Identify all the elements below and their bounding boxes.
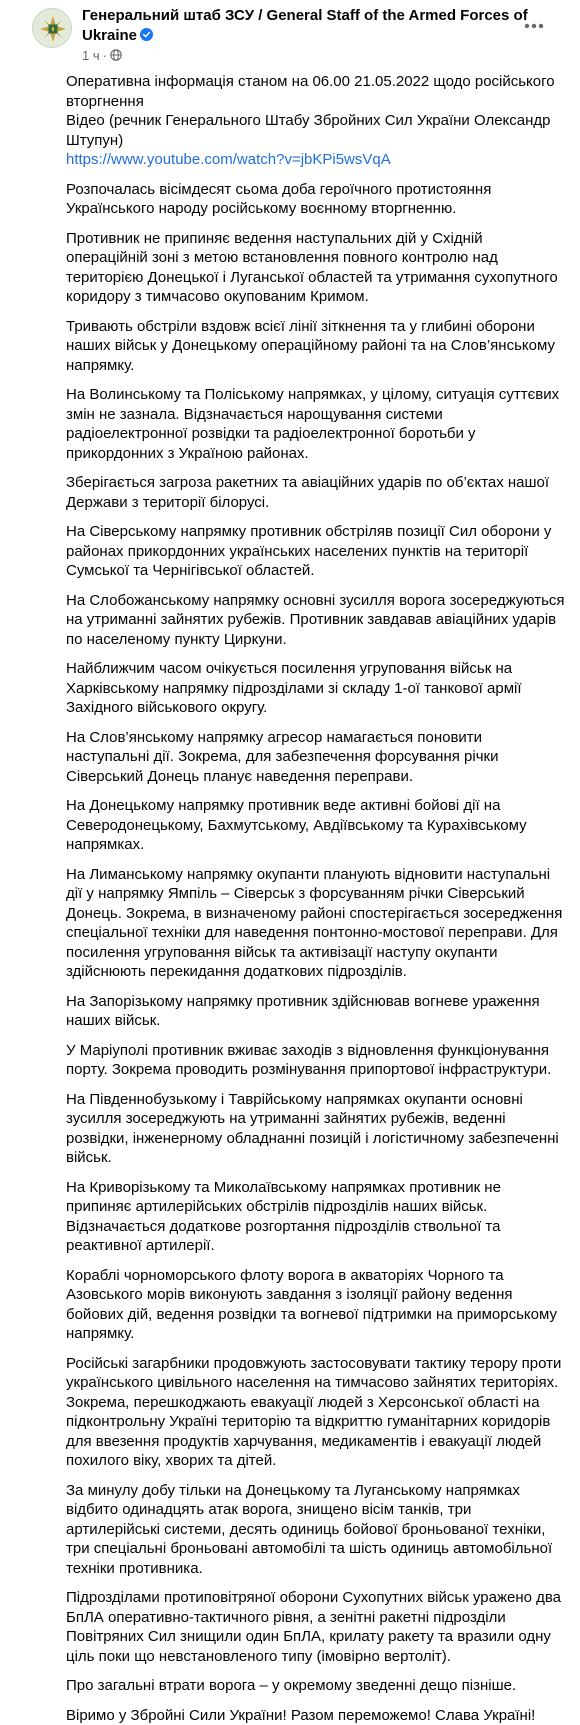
post-timestamp[interactable]: 1 ч (82, 48, 100, 63)
post-paragraph: Віримо у Збройні Сили України! Разом переможемо! Слава Україні! (66, 1706, 566, 1725)
globe-icon[interactable] (110, 49, 122, 61)
post-paragraph: На Сіверському напрямку противник обстріляв позиції Сил оборони у районах прикордонних українських населених пунктів на території Сумської та Чернігівської областей. (66, 522, 566, 581)
post-paragraph: Найближчим часом очікується посилення угруповання військ на Харківському напрямку підрозділами зі складу 1-ої танкової армії Західного військового округу. (66, 659, 566, 718)
post-paragraph: На Лиманському напрямку окупанти планують відновити наступальні дії у напрямку Ямпіль – Сіверськ з форсуванням річки Сіверський Донець. Зокрема, в визначеному районі спостерігається зосередження спеціальної техніки для наведення понтонно-мостової переправи. Для посилення угруповання військ та активізації наступу окупанти здійснюють перекидання додаткових підрозділів. (66, 865, 566, 982)
post-paragraph: Підрозділами протиповітряної оборони Сухопутних військ уражено два БпЛА оперативно-тактичного рівня, а зенітні ракетні підрозділи Повітряних Сил знищили один БпЛА, крилату ракету та вразили одну ціль поки що невстановленого типу (імовірно вертоліт). (66, 1588, 566, 1666)
verified-badge-icon (140, 28, 153, 41)
post-meta (82, 48, 537, 64)
post-header (16, 0, 568, 66)
post-paragraph: На Слобожанському напрямку основні зусилля ворога зосереджуються на утриманні зайнятих рубежів. Противник завдавав авіаційних ударів по населеному пункту Циркуни. (66, 591, 566, 650)
post-paragraph: Противник не припиняє ведення наступальних дій у Східній операційній зоні з метою встановлення повного контролю над територією Донецької і Луганської областей та утримання сухопутного коридору з тимчасово окупованим Кримом. (66, 229, 566, 307)
post-paragraph: На Запорізькому напрямку противник здійснював вогневе ураження наших військ. (66, 992, 566, 1031)
post-options-button[interactable] (516, 14, 552, 38)
post-paragraph: На Слов’янському напрямку агресор намагається поновити наступальні дії. Зокрема, для забезпечення форсування річки Сіверський Донець планує наведення переправи. (66, 728, 566, 787)
author-name-line (82, 6, 537, 46)
post-paragraph: У Маріуполі противник вживає заходів з відновлення функціонування порту. Зокрема проводить розмінування припортової інфраструктури. (66, 1041, 566, 1080)
post-paragraph: На Волинському та Поліському напрямках, у цілому, ситуація суттєвих змін не зазнала. Відзначається нарощування системи радіоелектронної розвідки та радіоелектронної боротьби у прикордонних з Україною районах. (66, 385, 566, 463)
post-intro (66, 72, 566, 170)
post-paragraph: Російські загарбники продовжують застосовувати тактику терору проти українського цивільного населення на тимчасово зайнятих територіях. Зокрема, перешкоджають евакуації людей з Херсонської області на підконтрольну Україні територію та відкриттю гуманітарних коридорів для ввезення продуктів харчування, медикаментів і евакуації людей похилого віку, хворих та дітей. (66, 1354, 566, 1471)
post-paragraph: Тривають обстріли вздовж всієї лінії зіткнення та у глибині оборони наших військ у Донецькому операційному районі та на Слов’янському напрямку. (66, 317, 566, 376)
avatar[interactable] (32, 8, 72, 48)
author-block (82, 6, 537, 64)
meta-separator: · (103, 48, 107, 63)
post-paragraph: На Криворізькому та Миколаївському напрямках противник не припиняє артилерійських обстрілів підрозділів наших військ. Відзначається додаткове розгортання підрозділів ствольної та реактивної артилерії. (66, 1178, 566, 1256)
video-credit: Відео (речник Генерального Штабу Збройних Сил України Олександр Штупун) (66, 111, 566, 150)
author-name[interactable]: Генеральний штаб ЗСУ / General Staff of the Armed Forces of Ukraine (82, 7, 528, 44)
post-paragraph: За минулу добу тільки на Донецькому та Луганському напрямках відбито одинадцять атак ворога, знищено вісім танків, три артилерійські системи, десять одиниць бойової броньованої техніки, три спеціальні броньовані автомобілі та шість одиниць автомобільної техніки противника. (66, 1481, 566, 1579)
post-paragraph: На Південнобузькому і Таврійському напрямках окупанти основні зусилля зосереджують на утриманні зайнятих рубежів, веденні розвідки, інженерному обладнанні позицій і логістичному забезпеченні військ. (66, 1090, 566, 1168)
post-headline: Оперативна інформація станом на 06.00 21.05.2022 щодо російського вторгнення (66, 72, 566, 111)
post-paragraph: Кораблі чорноморського флоту ворога в акваторіях Чорного та Азовського морів виконують завдання з ізоляції району ведення бойових дій, ведення розвідки та вогневої підтримки на приморському напрямку. (66, 1266, 566, 1344)
post-paragraph: Зберігається загроза ракетних та авіаційних ударів по об’єктах нашої Держави з території білорусі. (66, 473, 566, 512)
video-link[interactable]: https://www.youtube.com/watch?v=jbKPi5wsVqA (66, 151, 391, 168)
more-horizontal-icon (524, 23, 544, 29)
post-body (66, 72, 566, 1725)
emblem-icon (33, 9, 72, 48)
post-paragraph: Розпочалась вісімдесят сьома доба героїчного протистояння Українського народу російському воєнному вторгненню. (66, 180, 566, 219)
post-paragraph: Про загальні втрати ворога – у окремому зведенні дещо пізніше. (66, 1676, 566, 1696)
post-paragraph: На Донецькому напрямку противник веде активні бойові дії на Северодонецькому, Бахмутському, Авдіївському та Курахівському напрямках. (66, 796, 566, 855)
